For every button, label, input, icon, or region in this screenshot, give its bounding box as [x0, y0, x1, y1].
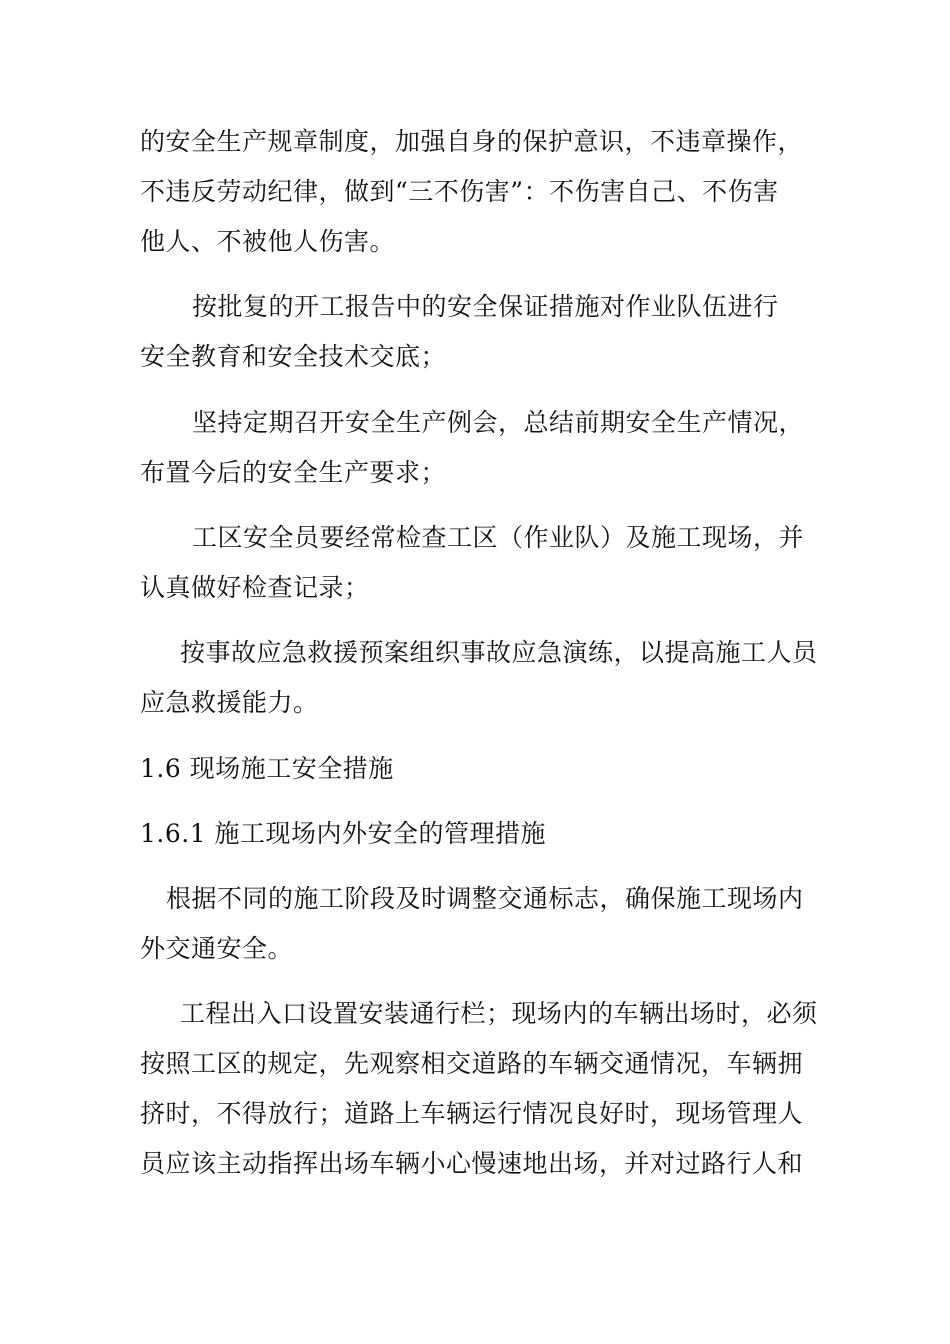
body-text-line: 外交通安全。: [140, 934, 294, 963]
body-text-line: 挤时，不得放行；道路上车辆运行情况良好时，现场管理人: [140, 1099, 804, 1128]
body-text-line: 布置今后的安全生产要求；: [140, 458, 447, 487]
body-text-line: 不违反劳动纪律，做到“三不伤害”：不伤害自己、不伤害: [140, 177, 779, 206]
body-text-line: 工区安全员要经常检查工区（作业队）及施工现场，并: [192, 523, 805, 552]
body-text-line: 根据不同的施工阶段及时调整交通标志，确保施工现场内: [166, 884, 804, 913]
body-text-line: 按批复的开工报告中的安全保证措施对作业队伍进行: [192, 292, 779, 321]
body-text-line: 工程出入口设置安装通行栏；现场内的车辆出场时，必须: [180, 999, 818, 1028]
body-text-line: 按照工区的规定，先观察相交道路的车辆交通情况，车辆拥: [140, 1049, 804, 1078]
body-text-line: 按事故应急救援预案组织事故应急演练，以提高施工人员: [180, 638, 818, 667]
section-heading: 1.6 现场施工安全措施: [140, 754, 394, 783]
body-text-line: 他人、不被他人伤害。: [140, 227, 396, 256]
body-text-line: 安全教育和安全技术交底；: [140, 342, 447, 371]
body-text-line: 坚持定期召开安全生产例会，总结前期安全生产情况，: [192, 408, 805, 437]
subsection-heading: 1.6.1 施工现场内外安全的管理措施: [140, 819, 547, 848]
body-text-line: 员应该主动指挥出场车辆小心慢速地出场，并对过路行人和: [140, 1149, 804, 1178]
body-text-line: 的安全生产规章制度，加强自身的保护意识，不违章操作，: [140, 127, 804, 156]
body-text-line: 认真做好检查记录；: [140, 573, 370, 602]
body-text-line: 应急救援能力。: [140, 688, 319, 717]
